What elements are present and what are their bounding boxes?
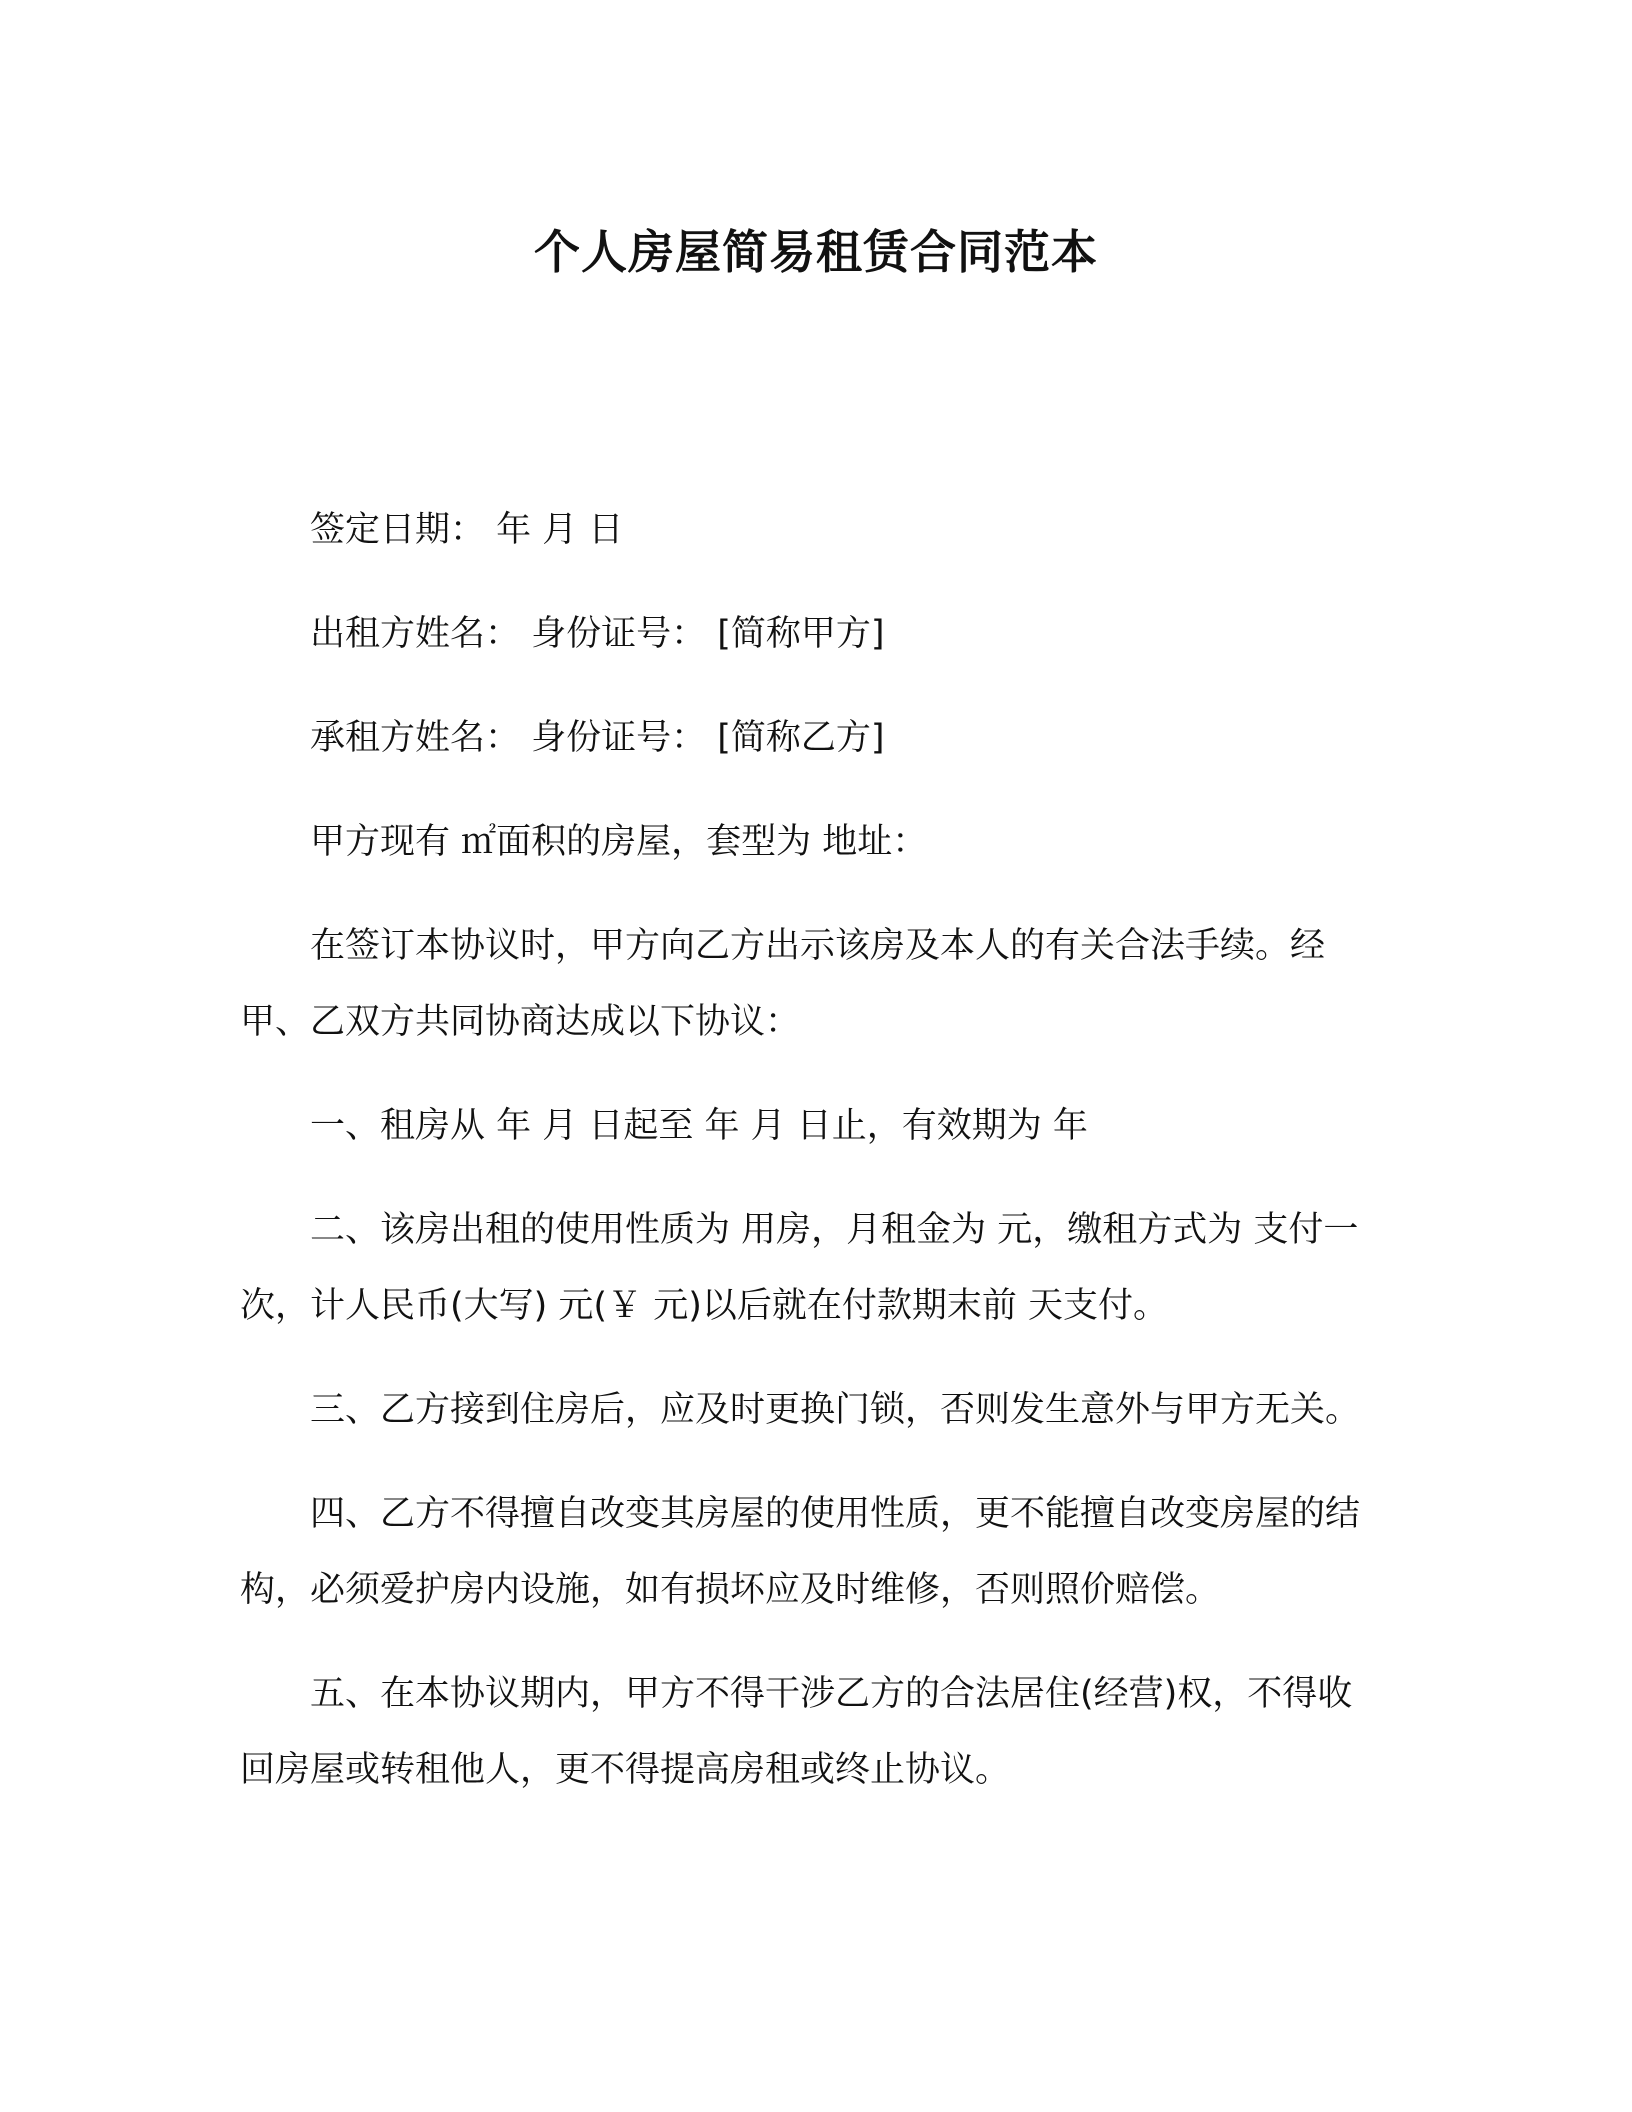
paragraph-gap (240, 1448, 1385, 1476)
lessee-line: 承租方姓名： 身份证号： [简称乙方] (310, 718, 885, 758)
clause-2: 二、该房出租的使用性质为 用房，月租金为 元，缴租方式为 支付一次，计人民币(大写) 元(￥ 元)以后就在付款期末前 天支付。 (240, 1210, 1359, 1326)
paragraph-gap (240, 672, 1385, 700)
intro-paragraph: 在签订本协议时，甲方向乙方出示该房及本人的有关合法手续。经甲、乙双方共同协商达成以下协议： (240, 926, 1326, 1042)
clause-4: 四、乙方不得擅自改变其房屋的使用性质，更不能擅自改变房屋的结构，必须爱护房内设施，如有损坏应及时维修，否则照价赔偿。 (240, 1494, 1361, 1610)
property-line: 甲方现有 ㎡面积的房屋，套型为 地址： (310, 822, 928, 862)
paragraph-gap (240, 1060, 1385, 1088)
sign-date-line: 签定日期： 年 月 日 (310, 510, 624, 550)
lessor-line: 出租方姓名： 身份证号： [简称甲方] (310, 614, 885, 654)
paragraph-gap (240, 1164, 1385, 1192)
paragraph-gap (240, 1344, 1385, 1372)
document-title: 个人房屋简易租赁合同范本 (534, 225, 1098, 279)
paragraph-gap (240, 1628, 1385, 1656)
paragraph-gap (240, 568, 1385, 596)
clause-3: 三、乙方接到住房后，应及时更换门锁，否则发生意外与甲方无关。 (310, 1390, 1361, 1430)
clause-5: 五、在本协议期内，甲方不得干涉乙方的合法居住(经营)权，不得收回房屋或转租他人，更不得提高房租或终止协议。 (240, 1674, 1353, 1790)
clause-1: 一、租房从 年 月 日起至 年 月 日止，有效期为 年 (310, 1106, 1088, 1146)
document-body (240, 492, 1385, 1808)
paragraph-gap (240, 776, 1385, 804)
paragraph-gap (240, 880, 1385, 908)
